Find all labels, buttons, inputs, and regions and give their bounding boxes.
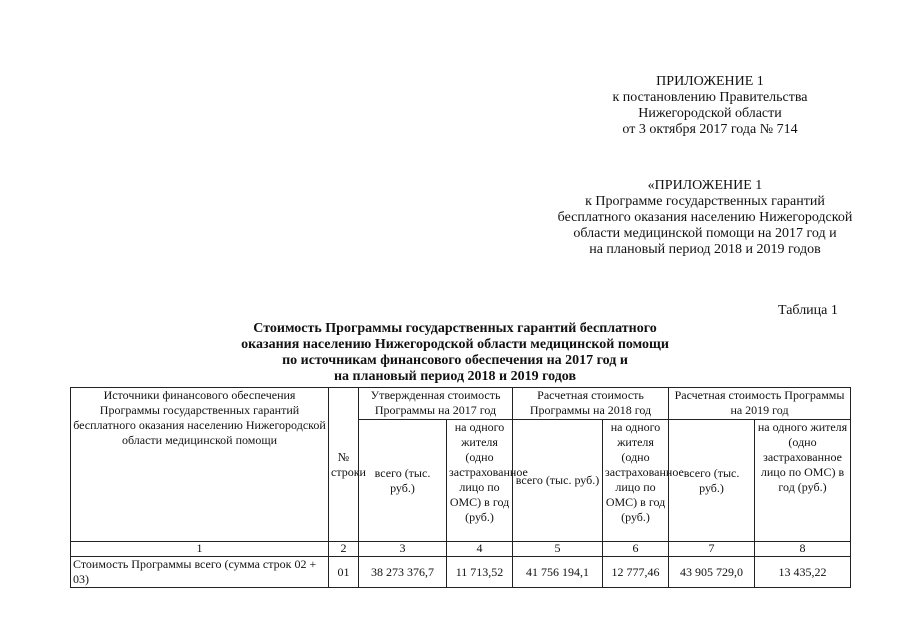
column-number: 4	[447, 542, 513, 557]
total-2017-cell: 38 273 376,7	[359, 557, 447, 588]
title-line: по источникам финансового обеспечения на 2017 год и	[282, 353, 628, 368]
row-label: Стоимость Программы всего (сумма строк 02 + 03)	[71, 557, 329, 588]
total-header-2018: всего (тыс. руб.)	[513, 420, 603, 542]
per-capita-header-2017: на одного жителя (одно застрахованное лицо по ОМС) в год (руб.)	[447, 420, 513, 542]
program-appendix-line: бесплатного оказания населению Нижегородской	[557, 210, 853, 225]
column-number: 6	[603, 542, 669, 557]
appendix-header-line: от 3 октября 2017 года № 714	[622, 122, 798, 137]
cost-table	[70, 387, 851, 588]
table-row	[71, 557, 851, 588]
table-label: Таблица 1	[778, 303, 838, 318]
group-header-2017: Утвержденная стоимость Программы на 2017 год	[359, 388, 513, 420]
program-appendix-line: на плановый период 2018 и 2019 годов	[589, 242, 821, 257]
source-header: Источники финансового обеспечения Программы государственных гарантий бесплатного оказания населению Нижегородской области медицинской помощи	[71, 388, 329, 542]
per-capita-2018-cell: 12 777,46	[603, 557, 669, 588]
per-capita-2019-cell: 13 435,22	[755, 557, 851, 588]
column-number-row	[71, 542, 851, 557]
column-number: 3	[359, 542, 447, 557]
appendix-header-line: к постановлению Правительства	[612, 90, 808, 105]
appendix-header-line: ПРИЛОЖЕНИЕ 1	[656, 74, 764, 89]
column-number: 7	[669, 542, 755, 557]
title-line: Стоимость Программы государственных гарантий бесплатного	[253, 321, 657, 336]
program-appendix-line: области медицинской помощи на 2017 год и	[573, 226, 837, 241]
row-number-header: № строки	[329, 388, 359, 542]
title-line: оказания населению Нижегородской области медицинской помощи	[241, 337, 669, 352]
column-number: 1	[71, 542, 329, 557]
column-number: 8	[755, 542, 851, 557]
total-header-2019: всего (тыс. руб.)	[669, 420, 755, 542]
title-line: на плановый период 2018 и 2019 годов	[333, 369, 577, 384]
document-title	[150, 321, 760, 385]
group-header-2018: Расчетная стоимость Программы на 2018 год	[513, 388, 669, 420]
per-capita-header-2018: на одного жителя (одно застрахованное лицо по ОМС) в год (руб.)	[603, 420, 669, 542]
row-number: 01	[329, 557, 359, 588]
column-number: 5	[513, 542, 603, 557]
appendix-header-line: Нижегородской области	[638, 106, 782, 121]
per-capita-header-2019: на одного жителя (одно застрахованное лицо по ОМС) в год (руб.)	[755, 420, 851, 542]
column-number: 2	[329, 542, 359, 557]
total-header-2017: всего (тыс. руб.)	[359, 420, 447, 542]
program-appendix-line: «ПРИЛОЖЕНИЕ 1	[647, 178, 763, 193]
program-appendix-line: к Программе государственных гарантий	[585, 194, 825, 209]
per-capita-2017-cell: 11 713,52	[447, 557, 513, 588]
total-2018-cell: 41 756 194,1	[513, 557, 603, 588]
program-appendix-header	[535, 178, 875, 258]
group-header-2019: Расчетная стоимость Программы на 2019 год	[669, 388, 851, 420]
total-2019-cell: 43 905 729,0	[669, 557, 755, 588]
appendix-header	[560, 74, 860, 138]
